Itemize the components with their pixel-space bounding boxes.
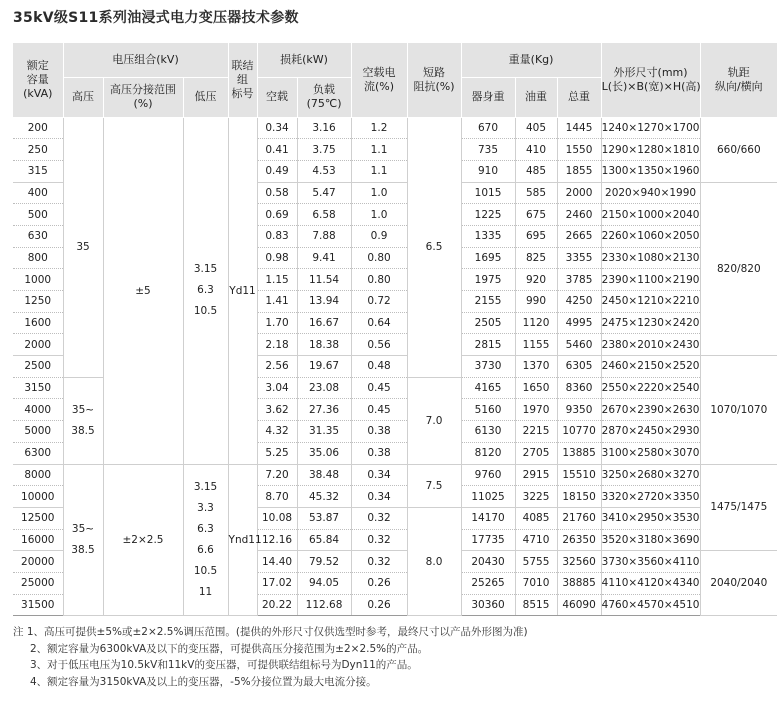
load-loss-cell: 23.08	[297, 377, 351, 399]
oil-weight-cell: 405	[515, 117, 557, 139]
body-weight-cell: 4165	[461, 377, 515, 399]
gauge-cell: 2040/2040	[700, 551, 777, 616]
oil-weight-cell: 2705	[515, 442, 557, 464]
capacity-cell: 250	[13, 139, 63, 161]
header-no-load-current: 空载电 流(%)	[351, 43, 407, 117]
no-load-current-cell: 0.72	[351, 291, 407, 313]
total-weight-cell: 46090	[557, 594, 601, 616]
oil-weight-cell: 2915	[515, 464, 557, 486]
load-loss-cell: 112.68	[297, 594, 351, 616]
oil-weight-cell: 485	[515, 160, 557, 182]
total-weight-cell: 3785	[557, 269, 601, 291]
no-load-current-cell: 0.80	[351, 247, 407, 269]
body-weight-cell: 14170	[461, 507, 515, 529]
dimensions-cell: 2670×2390×2630	[601, 399, 700, 421]
no-load-loss-cell: 1.70	[257, 312, 297, 334]
load-loss-cell: 35.06	[297, 442, 351, 464]
capacity-cell: 500	[13, 204, 63, 226]
gauge-cell: 1070/1070	[700, 356, 777, 464]
body-weight-cell: 9760	[461, 464, 515, 486]
vector-group-cell: Yd11	[228, 117, 257, 464]
capacity-cell: 6300	[13, 442, 63, 464]
total-weight-cell: 10770	[557, 421, 601, 443]
oil-weight-cell: 920	[515, 269, 557, 291]
oil-weight-cell: 1370	[515, 356, 557, 378]
gauge-cell: 660/660	[700, 117, 777, 182]
no-load-current-cell: 0.9	[351, 225, 407, 247]
capacity-cell: 2000	[13, 334, 63, 356]
no-load-loss-cell: 0.34	[257, 117, 297, 139]
capacity-cell: 16000	[13, 529, 63, 551]
spec-table-body	[13, 117, 777, 616]
load-loss-cell: 45.32	[297, 486, 351, 508]
dimensions-cell: 1240×1270×1700	[601, 117, 700, 139]
no-load-current-cell: 0.48	[351, 356, 407, 378]
oil-weight-cell: 3225	[515, 486, 557, 508]
dimensions-cell: 2550×2220×2540	[601, 377, 700, 399]
dimensions-cell: 3100×2580×3070	[601, 442, 700, 464]
vector-group-cell: Ynd11	[228, 464, 257, 616]
oil-weight-cell: 1155	[515, 334, 557, 356]
header-dimensions: 外形尺寸(mm) L(长)×B(宽)×H(高)	[601, 43, 700, 117]
header-vector-group: 联结 组 标号	[228, 43, 257, 117]
no-load-current-cell: 1.0	[351, 204, 407, 226]
total-weight-cell: 6305	[557, 356, 601, 378]
header-rated-capacity: 额定 容量 (kVA)	[13, 43, 63, 117]
no-load-current-cell: 1.2	[351, 117, 407, 139]
no-load-loss-cell: 1.41	[257, 291, 297, 313]
total-weight-cell: 5460	[557, 334, 601, 356]
no-load-current-cell: 0.38	[351, 421, 407, 443]
load-loss-cell: 18.38	[297, 334, 351, 356]
load-loss-cell: 3.16	[297, 117, 351, 139]
notes	[13, 624, 528, 690]
load-loss-cell: 65.84	[297, 529, 351, 551]
no-load-current-cell: 0.80	[351, 269, 407, 291]
dimensions-cell: 2330×1080×2130	[601, 247, 700, 269]
note-item: 4、额定容量为3150kVA及以上的变压器，-5%分接位置为最大电流分接。	[30, 675, 377, 688]
dimensions-cell: 3730×3560×4110	[601, 551, 700, 573]
body-weight-cell: 1975	[461, 269, 515, 291]
hv-cell: 35	[63, 117, 103, 377]
load-loss-cell: 53.87	[297, 507, 351, 529]
no-load-loss-cell: 20.22	[257, 594, 297, 616]
no-load-loss-cell: 0.41	[257, 139, 297, 161]
no-load-loss-cell: 1.15	[257, 269, 297, 291]
no-load-current-cell: 0.32	[351, 507, 407, 529]
capacity-cell: 20000	[13, 551, 63, 573]
dimensions-cell: 2475×1230×2420	[601, 312, 700, 334]
total-weight-cell: 26350	[557, 529, 601, 551]
load-loss-cell: 27.36	[297, 399, 351, 421]
header-impedance: 短路 阻抗(%)	[407, 43, 461, 117]
body-weight-cell: 2815	[461, 334, 515, 356]
total-weight-cell: 4995	[557, 312, 601, 334]
oil-weight-cell: 410	[515, 139, 557, 161]
body-weight-cell: 1695	[461, 247, 515, 269]
total-weight-cell: 4250	[557, 291, 601, 313]
no-load-loss-cell: 0.49	[257, 160, 297, 182]
no-load-loss-cell: 0.58	[257, 182, 297, 204]
no-load-loss-cell: 10.08	[257, 507, 297, 529]
no-load-current-cell: 0.45	[351, 399, 407, 421]
capacity-cell: 200	[13, 117, 63, 139]
body-weight-cell: 25265	[461, 572, 515, 594]
load-loss-cell: 19.67	[297, 356, 351, 378]
header-loss-group: 损耗(kW)	[257, 43, 351, 77]
header-body-weight: 器身重	[461, 77, 515, 117]
capacity-cell: 8000	[13, 464, 63, 486]
oil-weight-cell: 2215	[515, 421, 557, 443]
impedance-cell: 6.5	[407, 117, 461, 377]
capacity-cell: 315	[13, 160, 63, 182]
impedance-cell: 7.0	[407, 377, 461, 464]
total-weight-cell: 8360	[557, 377, 601, 399]
load-loss-cell: 4.53	[297, 160, 351, 182]
tap-range-cell: ±5	[103, 117, 183, 464]
gauge-cell: 1475/1475	[700, 464, 777, 551]
capacity-cell: 800	[13, 247, 63, 269]
total-weight-cell: 13885	[557, 442, 601, 464]
impedance-cell: 8.0	[407, 507, 461, 615]
oil-weight-cell: 695	[515, 225, 557, 247]
no-load-loss-cell: 0.69	[257, 204, 297, 226]
dimensions-cell: 3320×2720×3350	[601, 486, 700, 508]
no-load-current-cell: 0.34	[351, 464, 407, 486]
dimensions-cell: 4760×4570×4510	[601, 594, 700, 616]
no-load-loss-cell: 2.56	[257, 356, 297, 378]
dimensions-cell: 2150×1000×2040	[601, 204, 700, 226]
body-weight-cell: 1225	[461, 204, 515, 226]
no-load-loss-cell: 3.62	[257, 399, 297, 421]
dimensions-cell: 4110×4120×4340	[601, 572, 700, 594]
total-weight-cell: 1855	[557, 160, 601, 182]
impedance-cell: 7.5	[407, 464, 461, 507]
oil-weight-cell: 8515	[515, 594, 557, 616]
body-weight-cell: 670	[461, 117, 515, 139]
capacity-cell: 3150	[13, 377, 63, 399]
load-loss-cell: 38.48	[297, 464, 351, 486]
header-total-weight: 总重	[557, 77, 601, 117]
load-loss-cell: 94.05	[297, 572, 351, 594]
body-weight-cell: 8120	[461, 442, 515, 464]
no-load-loss-cell: 0.83	[257, 225, 297, 247]
body-weight-cell: 1335	[461, 225, 515, 247]
no-load-loss-cell: 2.18	[257, 334, 297, 356]
oil-weight-cell: 7010	[515, 572, 557, 594]
oil-weight-cell: 4710	[515, 529, 557, 551]
body-weight-cell: 910	[461, 160, 515, 182]
page-title: 35kV级S11系列油浸式电力变压器技术参数	[13, 10, 299, 26]
load-loss-cell: 16.67	[297, 312, 351, 334]
body-weight-cell: 3730	[461, 356, 515, 378]
body-weight-cell: 5160	[461, 399, 515, 421]
no-load-current-cell: 0.34	[351, 486, 407, 508]
dimensions-cell: 2870×2450×2930	[601, 421, 700, 443]
total-weight-cell: 3355	[557, 247, 601, 269]
load-loss-cell: 3.75	[297, 139, 351, 161]
capacity-cell: 1600	[13, 312, 63, 334]
capacity-cell: 31500	[13, 594, 63, 616]
dimensions-cell: 3410×2950×3530	[601, 507, 700, 529]
header-load-loss: 负载(75℃)	[297, 77, 351, 117]
header-oil-weight: 油重	[515, 77, 557, 117]
body-weight-cell: 20430	[461, 551, 515, 573]
no-load-current-cell: 0.26	[351, 594, 407, 616]
no-load-current-cell: 0.32	[351, 529, 407, 551]
tap-range-cell: ±2×2.5	[103, 464, 183, 616]
body-weight-cell: 2505	[461, 312, 515, 334]
table-row	[13, 464, 777, 486]
dimensions-cell: 2390×1100×2190	[601, 269, 700, 291]
header-hv: 高压	[63, 77, 103, 117]
table-row	[13, 117, 777, 139]
spec-table	[13, 43, 777, 616]
lv-cell: 3.15 3.3 6.3 6.6 10.5 11	[183, 464, 228, 616]
hv-cell: 35~ 38.5	[63, 464, 103, 616]
oil-weight-cell: 5755	[515, 551, 557, 573]
body-weight-cell: 2155	[461, 291, 515, 313]
capacity-cell: 10000	[13, 486, 63, 508]
no-load-current-cell: 0.45	[351, 377, 407, 399]
oil-weight-cell: 585	[515, 182, 557, 204]
dimensions-cell: 2260×1060×2050	[601, 225, 700, 247]
no-load-loss-cell: 12.16	[257, 529, 297, 551]
load-loss-cell: 11.54	[297, 269, 351, 291]
note-item: 2、额定容量为6300kVA及以下的变压器，可提供高压分接范围为±2×2.5%的产品。	[30, 642, 429, 655]
body-weight-cell: 1015	[461, 182, 515, 204]
header-tap-range: 高压分接范围 (%)	[103, 77, 183, 117]
header-weight-group: 重量(Kg)	[461, 43, 601, 77]
header-gauge: 轨距 纵向/横向	[700, 43, 777, 117]
no-load-current-cell: 0.38	[351, 442, 407, 464]
oil-weight-cell: 675	[515, 204, 557, 226]
body-weight-cell: 30360	[461, 594, 515, 616]
oil-weight-cell: 1120	[515, 312, 557, 334]
body-weight-cell: 6130	[461, 421, 515, 443]
note-item: 注 1、高压可提供±5%或±2×2.5%调压范围。(提供的外形尺寸仅供选型时参考，最终尺寸以产品外形图为准)	[13, 626, 528, 638]
dimensions-cell: 2380×2010×2430	[601, 334, 700, 356]
load-loss-cell: 6.58	[297, 204, 351, 226]
note-item: 3、对于低压电压为10.5kV和11kV的变压器，可提供联结组标号为Dyn11的产品。	[30, 659, 418, 671]
dimensions-cell: 1300×1350×1960	[601, 160, 700, 182]
no-load-current-cell: 1.1	[351, 160, 407, 182]
header-no-load-loss: 空载	[257, 77, 297, 117]
load-loss-cell: 7.88	[297, 225, 351, 247]
header-lv: 低压	[183, 77, 228, 117]
load-loss-cell: 13.94	[297, 291, 351, 313]
dimensions-cell: 2450×1210×2210	[601, 291, 700, 313]
no-load-current-cell: 0.56	[351, 334, 407, 356]
capacity-cell: 12500	[13, 507, 63, 529]
total-weight-cell: 9350	[557, 399, 601, 421]
total-weight-cell: 32560	[557, 551, 601, 573]
body-weight-cell: 11025	[461, 486, 515, 508]
total-weight-cell: 2000	[557, 182, 601, 204]
dimensions-cell: 3250×2680×3270	[601, 464, 700, 486]
total-weight-cell: 21760	[557, 507, 601, 529]
no-load-loss-cell: 5.25	[257, 442, 297, 464]
dimensions-cell: 3520×3180×3690	[601, 529, 700, 551]
no-load-loss-cell: 7.20	[257, 464, 297, 486]
total-weight-cell: 1550	[557, 139, 601, 161]
dimensions-cell: 2460×2150×2520	[601, 356, 700, 378]
capacity-cell: 1250	[13, 291, 63, 313]
no-load-current-cell: 0.32	[351, 551, 407, 573]
no-load-loss-cell: 0.98	[257, 247, 297, 269]
total-weight-cell: 2460	[557, 204, 601, 226]
body-weight-cell: 735	[461, 139, 515, 161]
no-load-loss-cell: 8.70	[257, 486, 297, 508]
capacity-cell: 400	[13, 182, 63, 204]
no-load-current-cell: 0.64	[351, 312, 407, 334]
no-load-loss-cell: 17.02	[257, 572, 297, 594]
no-load-current-cell: 0.26	[351, 572, 407, 594]
capacity-cell: 5000	[13, 421, 63, 443]
hv-cell: 35~ 38.5	[63, 377, 103, 464]
load-loss-cell: 5.47	[297, 182, 351, 204]
header-voltage-group: 电压组合(kV)	[63, 43, 228, 77]
no-load-current-cell: 1.1	[351, 139, 407, 161]
oil-weight-cell: 1970	[515, 399, 557, 421]
no-load-loss-cell: 4.32	[257, 421, 297, 443]
capacity-cell: 630	[13, 225, 63, 247]
total-weight-cell: 2665	[557, 225, 601, 247]
load-loss-cell: 79.52	[297, 551, 351, 573]
dimensions-cell: 2020×940×1990	[601, 182, 700, 204]
total-weight-cell: 1445	[557, 117, 601, 139]
gauge-cell: 820/820	[700, 182, 777, 356]
capacity-cell: 4000	[13, 399, 63, 421]
oil-weight-cell: 990	[515, 291, 557, 313]
load-loss-cell: 9.41	[297, 247, 351, 269]
total-weight-cell: 18150	[557, 486, 601, 508]
dimensions-cell: 1290×1280×1810	[601, 139, 700, 161]
no-load-current-cell: 1.0	[351, 182, 407, 204]
no-load-loss-cell: 14.40	[257, 551, 297, 573]
total-weight-cell: 38885	[557, 572, 601, 594]
capacity-cell: 1000	[13, 269, 63, 291]
lv-cell: 3.15 6.3 10.5	[183, 117, 228, 464]
oil-weight-cell: 1650	[515, 377, 557, 399]
capacity-cell: 2500	[13, 356, 63, 378]
oil-weight-cell: 4085	[515, 507, 557, 529]
total-weight-cell: 15510	[557, 464, 601, 486]
load-loss-cell: 31.35	[297, 421, 351, 443]
body-weight-cell: 17735	[461, 529, 515, 551]
oil-weight-cell: 825	[515, 247, 557, 269]
no-load-loss-cell: 3.04	[257, 377, 297, 399]
capacity-cell: 25000	[13, 572, 63, 594]
